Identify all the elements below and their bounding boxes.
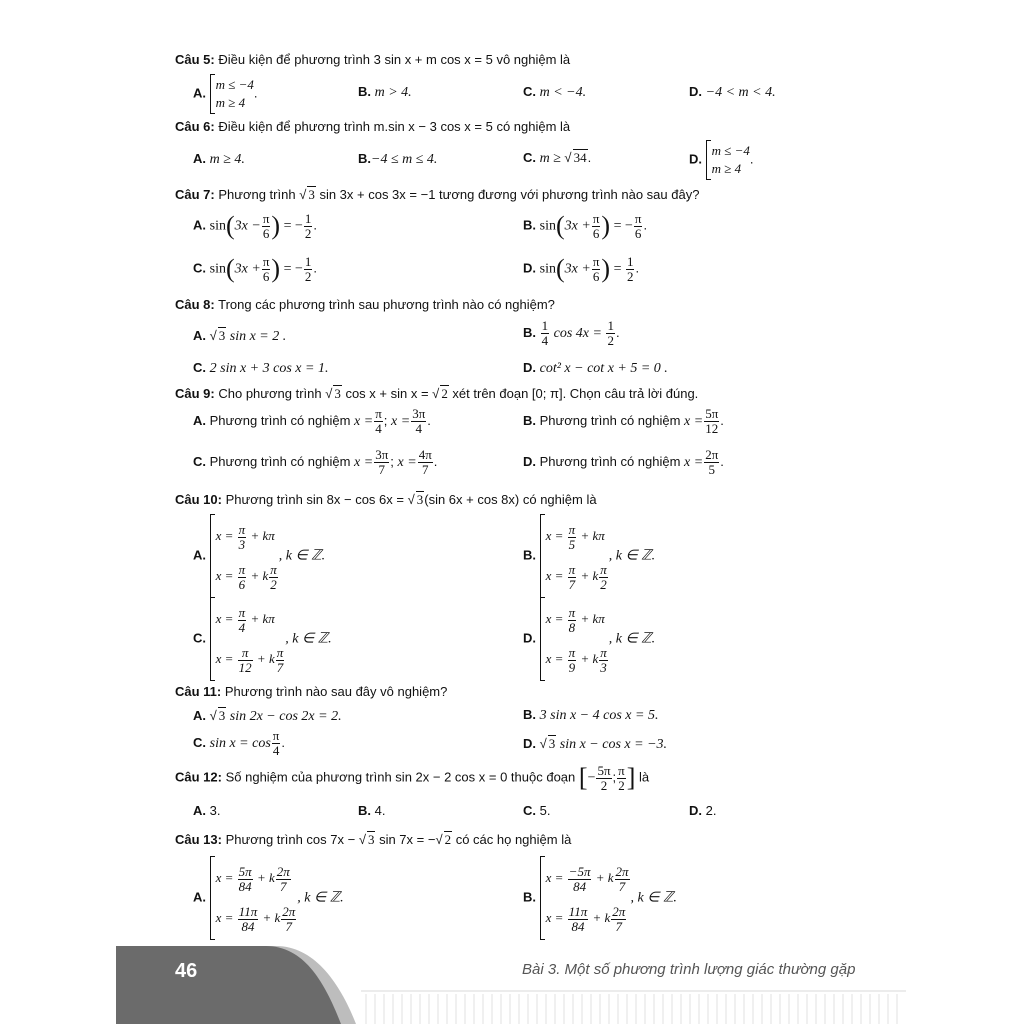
question-13: Câu 13: Phương trình cos 7x − √ 3 sin 7x = −√ 2 có các họ nghiệm là — [175, 832, 572, 847]
q5-option-d: D. −4 < m < 4. — [689, 84, 776, 100]
question-5 — [175, 52, 570, 67]
question-7: Câu 7: Phương trình √ 3 sin 3x + cos 3x = −1 tương đương với phương trình nào sau đây? — [175, 187, 700, 202]
q10-option-c: C. x = $\frac{\pi}{4}$ + kπ x = $\frac{\pi}{12}$ + k $\frac{\pi}{7}$ , k ∈ ℤ. — [193, 597, 332, 681]
q8-option-a: A. √ 3 sin x = 2 . — [193, 328, 287, 344]
q9-option-d: D. Phương trình có nghiệm x = $\frac{2\pi}{5}$ . — [523, 447, 724, 477]
question-10: Câu 10: Phương trình sin 8x − cos 6x = √ 3(sin 6x + cos 8x) có nghiệm là — [175, 492, 597, 507]
q9-option-b: B. Phương trình có nghiệm x = $\frac{5\pi}{12}$ . — [523, 406, 724, 436]
q6-option-b: B.−4 ≤ m ≤ 4. — [358, 151, 438, 167]
q11-option-c: C. sin x = cos $\frac{\pi}{4}$ . — [193, 728, 285, 758]
chapter-title: Bài 3. Một số phương trình lượng giác thường gặp — [522, 961, 856, 978]
question-11: Câu 11: Phương trình nào sau đây vô nghiệm? — [175, 684, 448, 699]
q8-option-c: C. 2 sin x + 3 cos x = 1. — [193, 360, 329, 376]
question-12: Câu 12: Số nghiệm của phương trình sin 2x − 2 cos x = 0 thuộc đoạn [− $\frac{5\pi}{2}$ ; $\frac{\pi}{2}$ ] là — [175, 762, 650, 793]
q13-option-a: A. x = $\frac{5\pi}{84}$ + k $\frac{2\pi}{7}$ x = $\frac{11\pi}{84}$ + k $\frac{2\pi}{7}$ , k ∈ ℤ. — [193, 856, 344, 940]
q5-option-b: B. m > 4. — [358, 84, 412, 100]
q10-option-b: B. x = $\frac{\pi}{5}$ + kπ x = $\frac{\pi}{7}$ + k $\frac{\pi}{2}$ , k ∈ ℤ. — [523, 514, 655, 598]
q13-option-b: B. x = $\frac{-5\pi}{84}$ + k $\frac{2\pi}{7}$ x = $\frac{11\pi}{84}$ + k $\frac{2\pi}{7}$ , k ∈ ℤ. — [523, 856, 677, 940]
q7-option-c: C. sin(3x + $\frac{\pi}{6}$ ) = − $\frac{1}{2}$ . — [193, 253, 317, 284]
q12-option-a: A. 3. — [193, 803, 221, 818]
q7-option-a: A. sin(3x − $\frac{\pi}{6}$ ) = − $\frac{1}{2}$ . — [193, 210, 317, 241]
footer-band — [116, 946, 916, 1024]
q9-option-a: A. Phương trình có nghiệm x = $\frac{\pi}{4}$ ; x = $\frac{3\pi}{4}$ . — [193, 406, 431, 436]
q7-option-d: D. sin(3x + $\frac{\pi}{6}$ ) = $\frac{1}{2}$ . — [523, 253, 640, 284]
q9-option-c: C. Phương trình có nghiệm x = $\frac{3\pi}{7}$ ; x = $\frac{4\pi}{7}$ . — [193, 447, 438, 477]
question-8: Câu 8: Trong các phương trình sau phương trình nào có nghiệm? — [175, 297, 555, 312]
q5-option-a: A. m ≤ −4 m ≥ 4 . — [193, 74, 258, 114]
question-text: Điều kiện để phương trình 3 sin x + m cos x = 5 vô nghiệm là — [218, 52, 571, 67]
question-label: Câu 5: — [175, 52, 215, 67]
q8-option-b: B. $\frac{1}{4}$ cos 4x = $\frac{1}{2}$ . — [523, 318, 620, 348]
q11-option-b: B. 3 sin x − 4 cos x = 5. — [523, 707, 659, 723]
q7-option-b: B. sin(3x + $\frac{\pi}{6}$ ) = − $\frac{\pi}{6}$ . — [523, 210, 648, 241]
q10-option-d: D. x = $\frac{\pi}{8}$ + kπ x = $\frac{\pi}{9}$ + k $\frac{\pi}{3}$ , k ∈ ℤ. — [523, 597, 655, 681]
q11-option-a: A. √ 3 sin 2x − cos 2x = 2. — [193, 708, 342, 724]
page-number: 46 — [175, 960, 198, 982]
q12-option-d: D. 2. — [689, 803, 717, 818]
q6-option-a: A. m ≥ 4. — [193, 151, 245, 167]
question-6: Câu 6: Điều kiện để phương trình m.sin x − 3 cos x = 5 có nghiệm là — [175, 119, 571, 134]
q11-option-d: D. √ 3 sin x − cos x = −3. — [523, 736, 668, 752]
q10-option-a: A. x = $\frac{\pi}{3}$ + kπ x = $\frac{\pi}{6}$ + k $\frac{\pi}{2}$ , k ∈ ℤ. — [193, 514, 325, 598]
q6-option-c: C. m ≥ √ 34. — [523, 150, 592, 166]
q5-option-c: C. m < −4. — [523, 84, 587, 100]
q12-option-c: C. 5. — [523, 803, 551, 818]
question-9: Câu 9: Cho phương trình √ 3 cos x + sin x = √ 2 xét trên đoạn [0; π]. Chọn câu trả lời đúng. — [175, 386, 699, 401]
q8-option-d: D. cot² x − cot x + 5 = 0 . — [523, 360, 668, 376]
footer-ticks — [366, 994, 897, 1024]
q6-option-d: D. m ≤ −4 m ≥ 4 . — [689, 140, 754, 180]
q12-option-b: B. 4. — [358, 803, 386, 818]
